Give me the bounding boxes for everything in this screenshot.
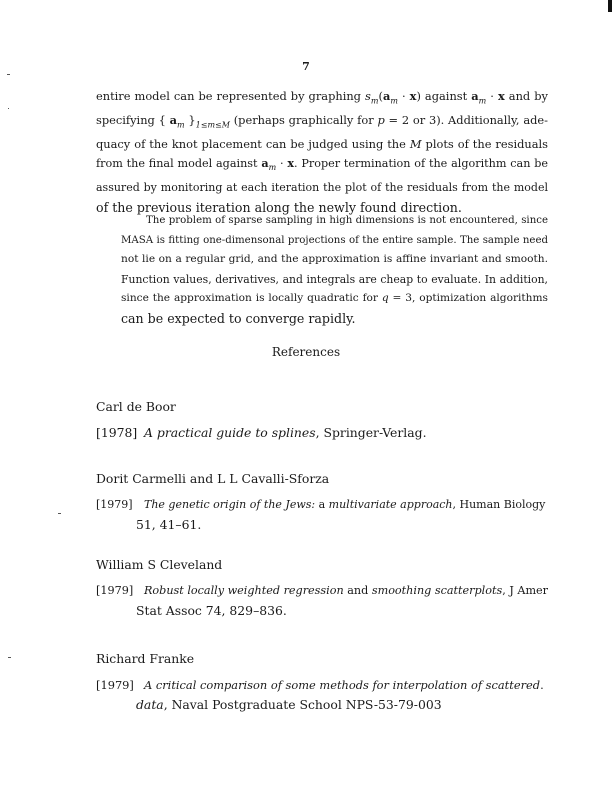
reference-author: Dorit Carmelli and L L Cavalli-Sforza bbox=[96, 471, 330, 486]
paragraph-line: since the approximation is locally quadratic for q = 3, optimization algorithms bbox=[121, 292, 548, 305]
paragraph-line: The problem of sparse sampling in high dimensions is not encountered, since bbox=[146, 215, 548, 226]
reference-citation: [1979] A critical comparison of some methods for interpolation of scattered. bbox=[96, 678, 544, 692]
reference-citation: [1979] The genetic origin of the Jews: a multivariate approach, Human Biology bbox=[96, 498, 546, 511]
paragraph-line: of the previous iteration along the newly found direction. bbox=[96, 199, 462, 215]
paragraph-line: assured by monitoring at each iteration the plot of the residuals from the model bbox=[96, 181, 548, 195]
scan-speck bbox=[7, 74, 10, 75]
paragraph-2 bbox=[96, 211, 548, 329]
reference-continuation: data, Naval Postgraduate School NPS-53-79-003 bbox=[136, 697, 442, 712]
reference-entry bbox=[96, 469, 548, 535]
paragraph-line: can be expected to converge rapidly. bbox=[121, 310, 356, 326]
scan-speck bbox=[8, 108, 9, 109]
paragraph-line: MASA is fitting one-dimensonal projections of the entire sample. The sample need bbox=[121, 234, 548, 246]
paragraph-line: from the final model against $a_m \cdot x$. Proper termination of the algorithm can be bbox=[96, 156, 548, 173]
reference-entry bbox=[96, 397, 548, 443]
reference-entry bbox=[96, 649, 548, 715]
paragraph-line: not lie on a regular grid, and the approximation is affine invariant and smooth. bbox=[121, 253, 548, 266]
paragraph-line: quacy of the knot placement can be judged using the M plots of the residuals bbox=[96, 136, 548, 151]
scan-speck bbox=[8, 657, 11, 658]
paragraph-line: entire model can be represented by graphing $s_m(a_m \cdot x)$ against $a_m \cdot x$ and by bbox=[96, 89, 548, 106]
reference-entry bbox=[96, 555, 548, 621]
reference-author: William S Cleveland bbox=[96, 557, 223, 572]
paragraph-1 bbox=[96, 87, 548, 217]
page-number: 7 bbox=[302, 60, 310, 73]
references-heading: References bbox=[271, 345, 341, 359]
scan-speck bbox=[58, 513, 61, 514]
reference-continuation: Stat Assoc 74, 829–836. bbox=[136, 603, 287, 618]
reference-citation: [1979] Robust locally weighted regression and smoothing scatterplots, J Amer bbox=[96, 584, 549, 597]
reference-author: Carl de Boor bbox=[96, 399, 176, 414]
reference-citation: [1978] A practical guide to splines, Springer-Verlag. bbox=[96, 425, 427, 440]
paragraph-line: specifying { $a_m$ }$_{1\le m\le M}$ (perhaps graphically for p = 2 or 3). Additionally, ade- bbox=[96, 112, 548, 130]
paragraph-line: Function values, derivatives, and integrals are cheap to evaluate. In addition, bbox=[121, 272, 548, 286]
reference-author: Richard Franke bbox=[96, 651, 195, 666]
scan-artifact-mark bbox=[608, 0, 612, 12]
reference-continuation: 51, 41–61. bbox=[136, 517, 202, 532]
